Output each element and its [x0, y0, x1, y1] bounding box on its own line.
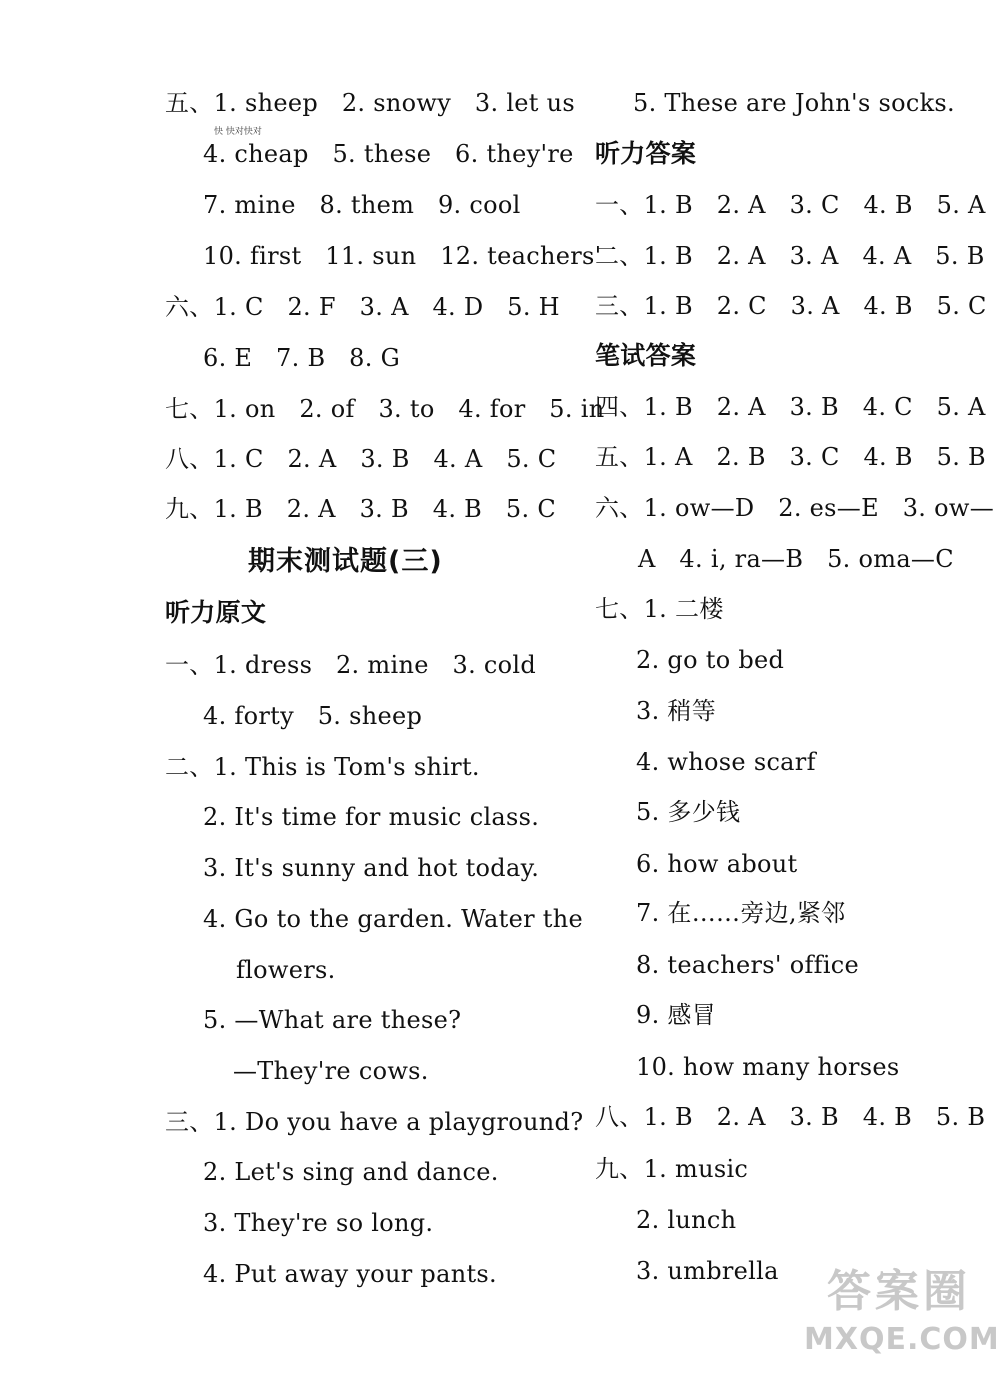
answer-line: 三、1. B 2. C 3. A 4. B 5. C: [595, 292, 987, 320]
answer-line: A 4. i, ra—B 5. oma—C: [638, 545, 954, 573]
handwritten-mark: 快 快对快对: [214, 127, 262, 137]
answer-line: 九、1. music: [595, 1155, 749, 1183]
answer-line: 一、1. dress 2. mine 3. cold: [165, 651, 537, 679]
answer-line: 7. mine 8. them 9. cool: [203, 191, 521, 219]
test-title: 期末测试题(三): [248, 546, 443, 577]
answer-line: 2. Let's sing and dance.: [203, 1158, 499, 1186]
answer-line: 2. go to bed: [636, 646, 785, 674]
answer-line: 5. —What are these?: [203, 1006, 462, 1034]
answer-line: 3. 稍等: [636, 697, 717, 725]
answer-line: 一、1. B 2. A 3. C 4. B 5. A: [595, 191, 986, 219]
answer-line: 5. 多少钱: [636, 798, 741, 826]
answer-line: 6. E 7. B 8. G: [203, 344, 401, 372]
answer-line: 4. Put away your pants.: [203, 1260, 497, 1288]
answer-line: 9. 感冒: [636, 1001, 717, 1029]
answer-line: 六、1. ow—D 2. es—E 3. ow—: [595, 494, 995, 522]
answer-line: 2. It's time for music class.: [203, 803, 540, 831]
answer-line: 4. forty 5. sheep: [203, 702, 423, 730]
answer-line: 四、1. B 2. A 3. B 4. C 5. A: [595, 393, 986, 421]
section-heading-listening-answers: 听力答案: [595, 139, 697, 168]
answer-line: —They're cows.: [233, 1057, 429, 1085]
answer-line: 4. cheap 5. these 6. they're: [203, 140, 574, 168]
answer-line: 九、1. B 2. A 3. B 4. B 5. C: [165, 495, 556, 523]
answer-line: 八、1. B 2. A 3. B 4. B 5. B: [595, 1103, 986, 1131]
answer-line: 八、1. C 2. A 3. B 4. A 5. C: [165, 445, 557, 473]
answer-line: 7. 在……旁边,紧邻: [636, 899, 846, 927]
answer-line: 10. how many horses: [636, 1053, 900, 1081]
answer-line: 五、1. sheep 2. snowy 3. let us: [165, 89, 576, 117]
answer-line: flowers.: [236, 956, 336, 984]
answer-line: 3. It's sunny and hot today.: [203, 854, 540, 882]
answer-line: 二、1. This is Tom's shirt.: [165, 753, 480, 781]
section-heading-written-answers: 笔试答案: [595, 341, 697, 370]
answer-line: 三、1. Do you have a playground?: [165, 1108, 584, 1136]
site-watermark: [804, 1264, 1000, 1374]
answer-line: 3. umbrella: [636, 1257, 779, 1285]
section-heading-listening-text: 听力原文: [165, 598, 267, 627]
answer-line: 七、1. 二楼: [595, 595, 724, 623]
answer-line: 4. whose scarf: [636, 748, 816, 776]
answer-line: 10. first 11. sun 12. teachers': [203, 242, 602, 270]
answer-line: 8. teachers' office: [636, 951, 860, 979]
answer-line: 5. These are John's socks.: [633, 89, 955, 117]
answer-line: 六、1. C 2. F 3. A 4. D 5. H: [165, 293, 560, 321]
answer-line: 4. Go to the garden. Water the: [203, 905, 584, 933]
watermark-domain: MXQE.COM: [804, 1322, 1000, 1357]
answer-line: 3. They're so long.: [203, 1209, 434, 1237]
answer-line: 6. how about: [636, 850, 798, 878]
answer-line: 五、1. A 2. B 3. C 4. B 5. B: [595, 443, 986, 471]
answer-line: 2. lunch: [636, 1206, 737, 1234]
watermark-logo-text: 答案圈: [827, 1266, 971, 1317]
answer-line: 二、1. B 2. A 3. A 4. A 5. B: [595, 242, 985, 270]
answer-line: 七、1. on 2. of 3. to 4. for 5. in: [165, 395, 605, 423]
